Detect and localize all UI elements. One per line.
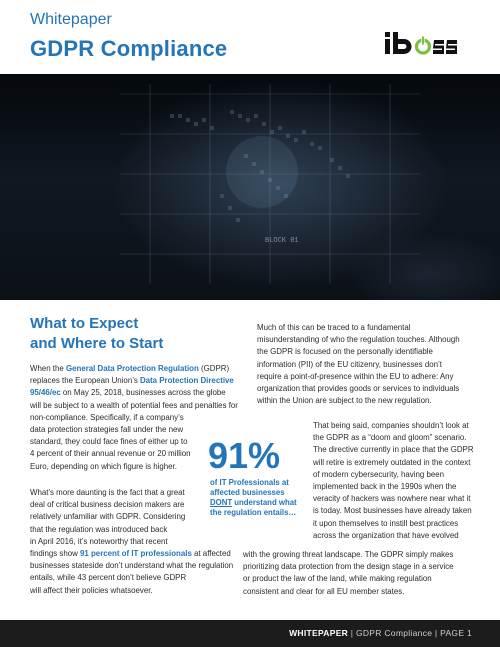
gdpr-link[interactable]: General Data Protection Regulation: [65, 364, 199, 373]
footer-text: WHITEPAPER | GDPR Compliance | PAGE 1: [289, 628, 472, 638]
section-heading: [30, 314, 163, 354]
page-footer: [0, 620, 500, 647]
world-map-graphic: [0, 74, 500, 300]
hero-overlay-text: BLOCK 01: [265, 237, 299, 245]
stat-number: 91%: [208, 435, 281, 476]
it-professionals-link[interactable]: 91 percent of IT professionals: [80, 549, 192, 559]
right-paragraph-1: Much of this can be traced to a fundamental misunderstanding of who the regulation touches. Although the GDPR is focused on the personally identifiable information (PII) of the EU citizenry, businesses don’t require a point-of-presence within the EU to adhere: Any organization that provides goods or services to individuals within the Union are subject to the new regulation.: [257, 323, 460, 406]
page-header: [0, 0, 500, 74]
stat-caption: of IT Professionals at affected businesses DONT understand what the regulation entails…: [210, 478, 297, 517]
right-paragraph-3: with the growing threat landscape. The GDPR simply makes prioritizing data protection from the design stage in a service or product the law of the land, while making regulation consistent and clear for all EU member states.: [243, 550, 454, 596]
iboss-logo: [383, 30, 471, 56]
right-paragraph-2: That being said, companies shouldn’t look at the GDPR as a “doom and gloom” scenario. The directive currently in place that the GDPR will retire is extremely outdated in the context of modern cybersecurity, having been implemented back in the 1990s when the veracity of hackers was nowhere near what it is today. Most businesses have already taken it upon themselves to instill best practices across the organization that have evolved: [313, 421, 474, 540]
left-paragraph-1: When the General Data Protection Regulation (GDPR) replaces the European Union’s Data Protection Directive 95/46/ec on May 25, 2018, businesses across the globe will be subject to a wealth of potential fees and penalties for non-compliance. Specifically, if a company’s data protection strategies fall under the new standard, they could face fines of either up to 4 percent of their annual revenue or 20 million Euro, depending on which figure is higher.: [30, 364, 238, 471]
directive-link[interactable]: Data Protection Directive: [139, 376, 234, 386]
left-paragraph-2: What’s more daunting is the fact that a great deal of critical business decision makers are relatively unfamiliar with GDPR. Considering that the regulation was introduced back in April 2016, it’s noteworthy that recent findings show 91 percent of IT professionals at affected businesses stateside don’t understand what the regulation entails, while 43 percent don’t believe GDPR will affect their policies whatsoever.: [30, 488, 234, 595]
pretitle: Whitepaper: [30, 11, 112, 28]
page-title: GDPR Compliance: [30, 36, 228, 61]
section-heading-line1: What to Expect: [30, 315, 139, 332]
section-heading-line2: and Where to Start: [30, 335, 164, 352]
hero-image: [0, 74, 500, 300]
directive-link-number[interactable]: 95/46/ec: [30, 388, 61, 398]
